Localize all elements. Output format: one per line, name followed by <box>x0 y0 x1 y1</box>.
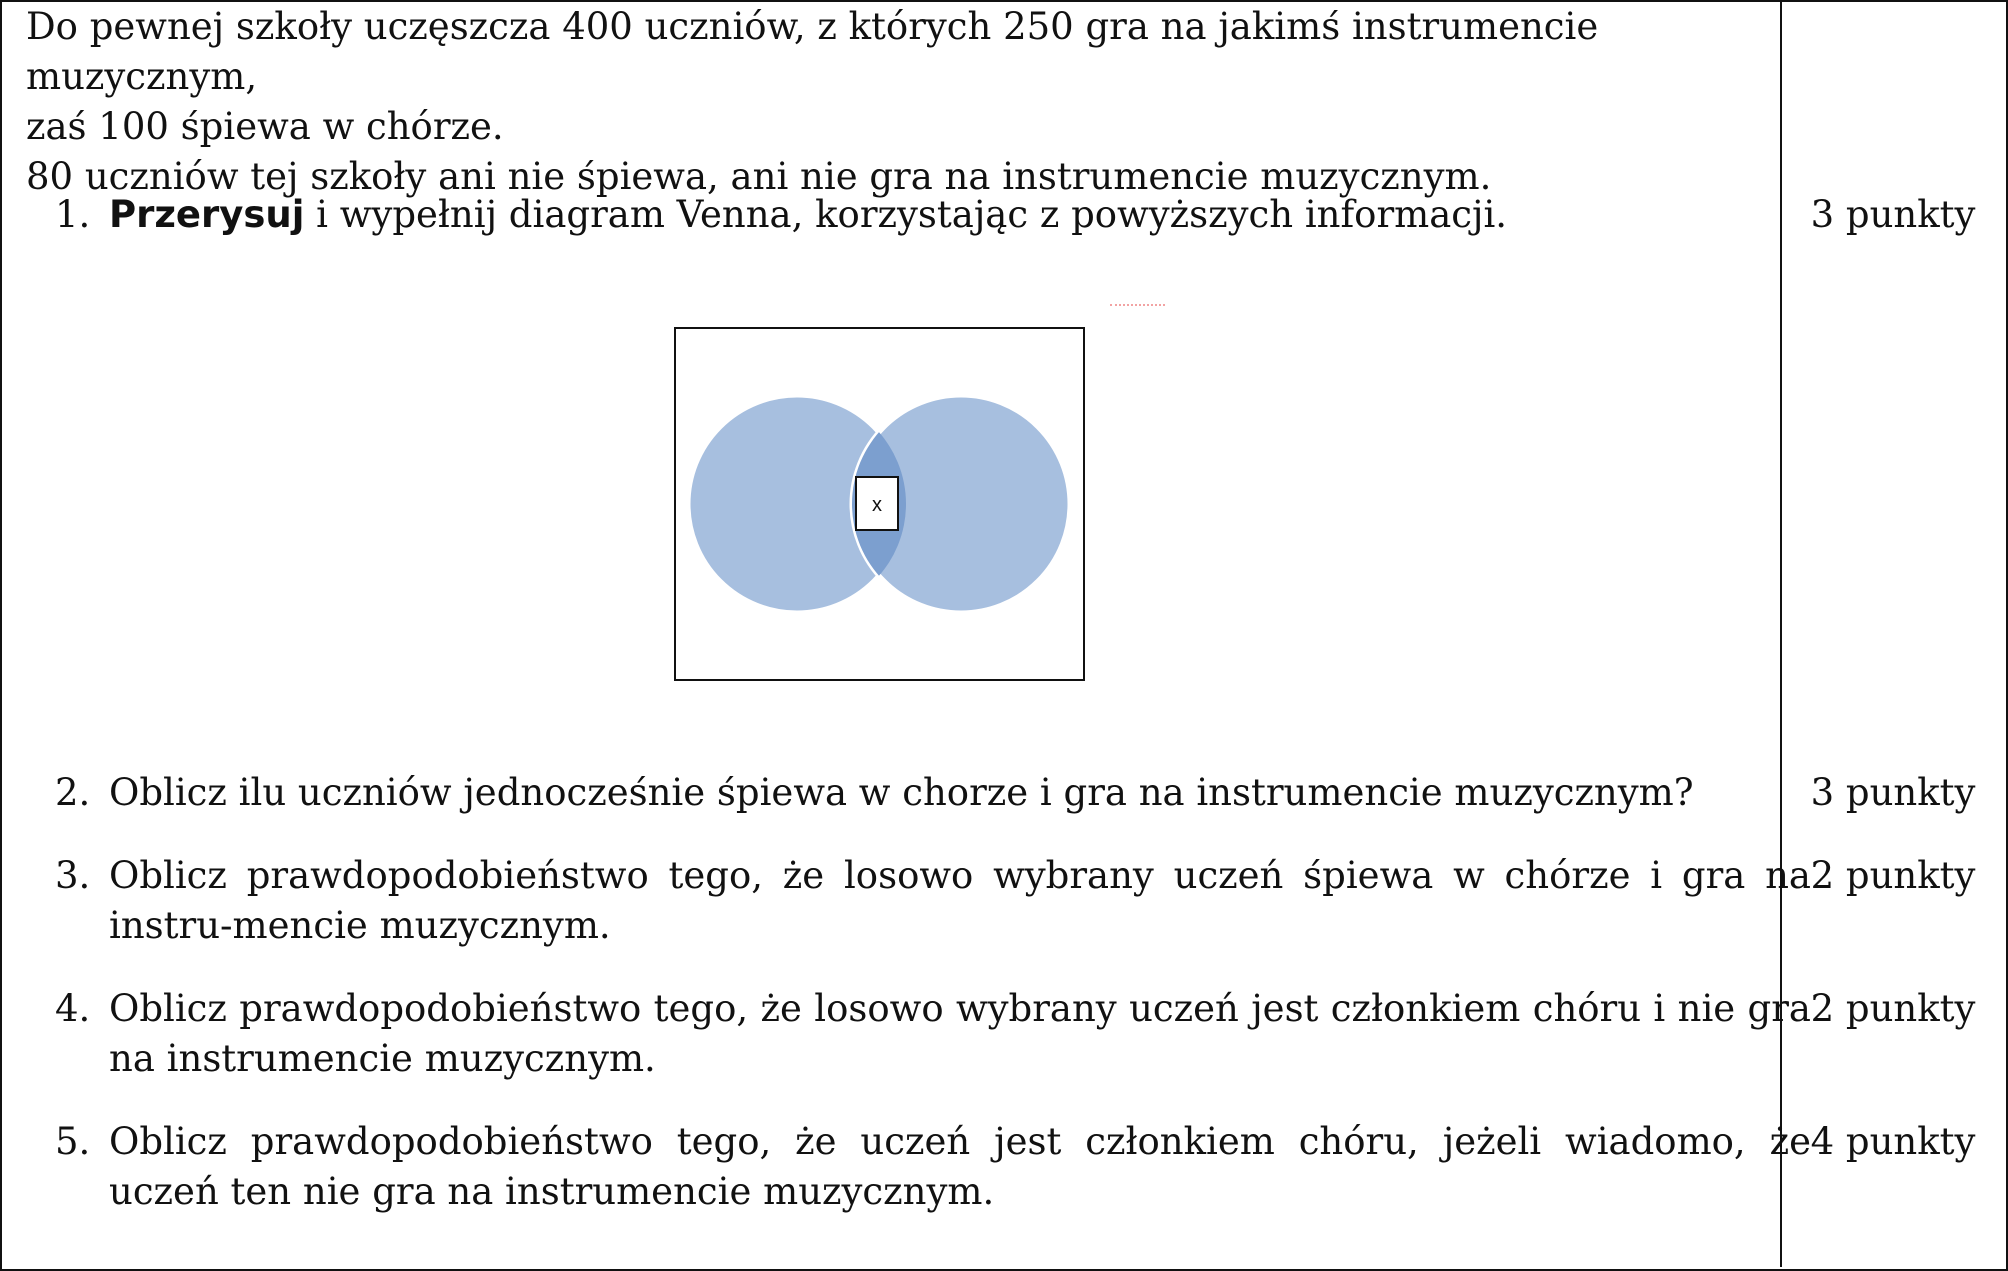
task-5-text: Oblicz prawdopodobieństwo tego, że uczeń jest członkiem chóru, jeżeli wiadomo, że uczeń ten nie gra na instrumencie muzycznym. <box>109 1120 1811 1213</box>
task-4-points: 2 punkty <box>1810 987 1976 1030</box>
task-2-points: 3 punkty <box>1810 771 1976 814</box>
task-1 <box>55 190 1811 240</box>
task-3-text: Oblicz prawdopodobieństwo tego, że losowo wybrany uczeń śpiewa w chórze i gra na instru-mencie muzycznym. <box>109 854 1811 947</box>
task-3-points: 2 punkty <box>1810 854 1976 897</box>
intro-line-2: zaś 100 śpiewa w chórze. <box>26 105 504 148</box>
task-4 <box>55 984 1811 1084</box>
task-3 <box>55 851 1811 951</box>
task-2-text: Oblicz ilu uczniów jednocześnie śpiewa w chorze i gra na instrumencie muzycznym? <box>109 771 1694 814</box>
faint-dotted-mark <box>1110 304 1165 306</box>
task-1-text: i wypełnij diagram Venna, korzystając z powyższych informacji. <box>304 193 1508 236</box>
task-5 <box>55 1117 1811 1217</box>
task-3-number: 3. <box>55 854 91 897</box>
task-2-number: 2. <box>55 771 91 814</box>
intro-line-1: Do pewnej szkoły uczęszcza 400 uczniów, z których 250 gra na jakimś instrumencie muzycznym, <box>26 5 1599 98</box>
task-4-text: Oblicz prawdopodobieństwo tego, że losowo wybrany uczeń jest członkiem chóru i nie gra na instrumencie muzycznym. <box>109 987 1811 1080</box>
intro-line-3: 80 uczniów tej szkoły ani nie śpiewa, ani nie gra na instrumencie muzycznym. <box>26 155 1492 198</box>
problem-statement <box>26 2 1771 202</box>
task-1-bold-word: Przerysuj <box>109 193 305 236</box>
task-5-points: 4 punkty <box>1810 1120 1976 1163</box>
task-4-number: 4. <box>55 987 91 1030</box>
task-1-points: 3 punkty <box>1810 193 1976 236</box>
task-2 <box>55 768 1811 818</box>
task-1-number: 1. <box>55 193 91 236</box>
task-5-number: 5. <box>55 1120 91 1163</box>
venn-intersection-label: x <box>872 494 882 516</box>
venn-diagram <box>674 327 1085 681</box>
